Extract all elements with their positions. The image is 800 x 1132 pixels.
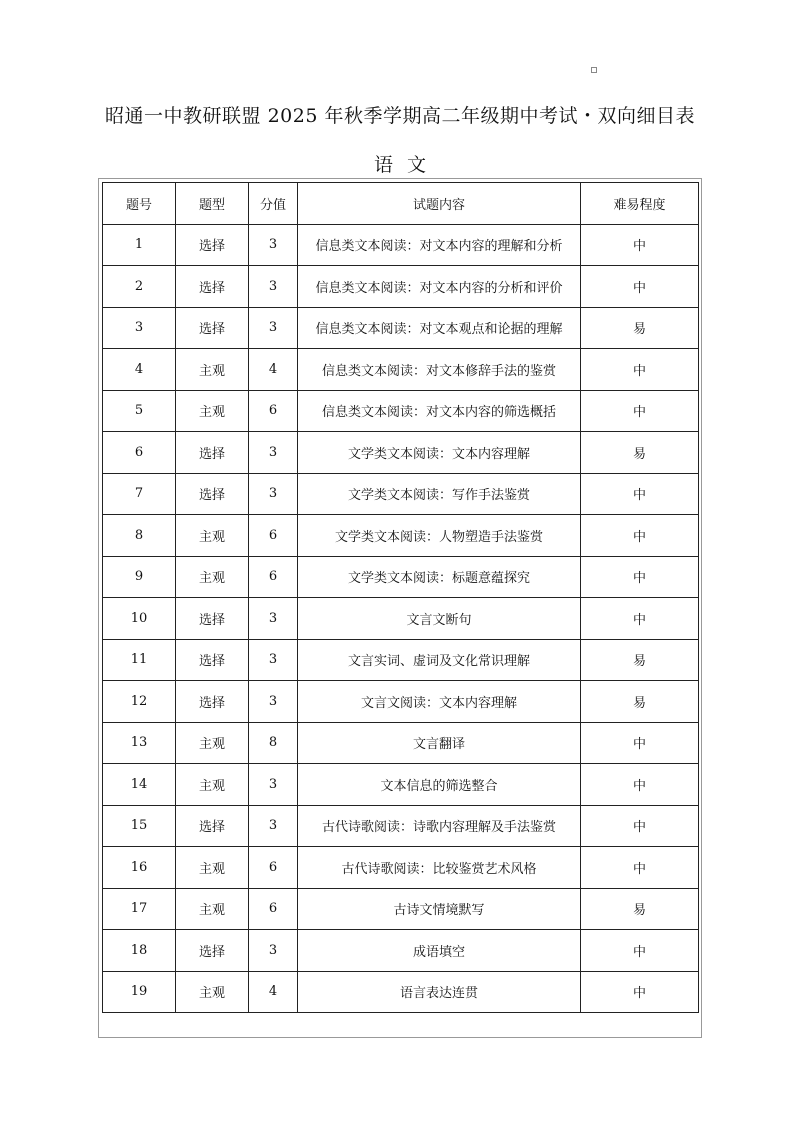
cell-content: 文言翻译 [298, 722, 581, 764]
cell-content: 文言实词、虚词及文化常识理解 [298, 639, 581, 681]
cell-score: 6 [249, 556, 298, 598]
cell-question-type: 主观 [176, 515, 249, 557]
table-row [103, 888, 699, 930]
cell-difficulty: 中 [581, 556, 699, 598]
cell-score: 3 [249, 598, 298, 640]
cell-score: 3 [249, 473, 298, 515]
cell-difficulty: 中 [581, 349, 699, 391]
cell-difficulty: 易 [581, 307, 699, 349]
cell-content: 文学类文本阅读：标题意蕴探究 [298, 556, 581, 598]
cell-question-number: 3 [103, 307, 176, 349]
cell-content: 古诗文情境默写 [298, 888, 581, 930]
table-row [103, 349, 699, 391]
cell-difficulty: 中 [581, 224, 699, 266]
cell-question-type: 选择 [176, 681, 249, 723]
cell-question-type: 选择 [176, 307, 249, 349]
cell-content: 古代诗歌阅读：诗歌内容理解及手法鉴赏 [298, 805, 581, 847]
cell-content: 信息类文本阅读：对文本修辞手法的鉴赏 [298, 349, 581, 391]
cell-question-type: 选择 [176, 432, 249, 474]
cell-question-number: 13 [103, 722, 176, 764]
cell-difficulty: 中 [581, 266, 699, 308]
cell-content: 成语填空 [298, 930, 581, 972]
spec-table-frame [98, 178, 702, 1038]
cell-question-type: 主观 [176, 349, 249, 391]
header-content: 试题内容 [298, 183, 581, 225]
cell-content: 文言文阅读：文本内容理解 [298, 681, 581, 723]
cell-score: 8 [249, 722, 298, 764]
cell-question-number: 8 [103, 515, 176, 557]
cell-content: 信息类文本阅读：对文本观点和论据的理解 [298, 307, 581, 349]
table-row [103, 971, 699, 1013]
cell-question-type: 主观 [176, 764, 249, 806]
cell-difficulty: 中 [581, 764, 699, 806]
cell-question-number: 5 [103, 390, 176, 432]
cell-question-number: 7 [103, 473, 176, 515]
cell-content: 信息类文本阅读：对文本内容的分析和评价 [298, 266, 581, 308]
cell-score: 4 [249, 971, 298, 1013]
cell-question-number: 9 [103, 556, 176, 598]
cell-difficulty: 中 [581, 473, 699, 515]
table-row [103, 224, 699, 266]
cell-question-number: 11 [103, 639, 176, 681]
cell-question-number: 16 [103, 847, 176, 889]
table-row [103, 473, 699, 515]
cell-difficulty: 中 [581, 805, 699, 847]
cell-difficulty: 中 [581, 847, 699, 889]
header-score: 分值 [249, 183, 298, 225]
page-corner-mark [591, 67, 597, 73]
cell-question-number: 14 [103, 764, 176, 806]
cell-question-type: 选择 [176, 473, 249, 515]
table-row [103, 266, 699, 308]
page-title: 昭通一中教研联盟 2025 年秋季学期高二年级期中考试・双向细目表 [105, 105, 695, 127]
cell-question-type: 选择 [176, 266, 249, 308]
cell-question-number: 19 [103, 971, 176, 1013]
cell-score: 6 [249, 888, 298, 930]
cell-difficulty: 易 [581, 432, 699, 474]
cell-difficulty: 中 [581, 598, 699, 640]
cell-question-number: 6 [103, 432, 176, 474]
cell-difficulty: 中 [581, 390, 699, 432]
cell-question-number: 10 [103, 598, 176, 640]
cell-difficulty: 中 [581, 930, 699, 972]
cell-question-type: 主观 [176, 888, 249, 930]
cell-score: 3 [249, 432, 298, 474]
cell-score: 3 [249, 681, 298, 723]
cell-score: 6 [249, 847, 298, 889]
header-question-type: 题型 [176, 183, 249, 225]
table-row [103, 847, 699, 889]
cell-question-type: 选择 [176, 930, 249, 972]
cell-content: 文学类文本阅读：文本内容理解 [298, 432, 581, 474]
cell-question-number: 17 [103, 888, 176, 930]
table-header-row [103, 183, 699, 225]
cell-content: 语言表达连贯 [298, 971, 581, 1013]
cell-score: 6 [249, 390, 298, 432]
cell-score: 3 [249, 805, 298, 847]
cell-score: 3 [249, 307, 298, 349]
table-row [103, 556, 699, 598]
table-row [103, 390, 699, 432]
cell-question-number: 12 [103, 681, 176, 723]
subject-title: 语文 [373, 154, 440, 176]
cell-question-number: 15 [103, 805, 176, 847]
table-row [103, 764, 699, 806]
cell-content: 文学类文本阅读：人物塑造手法鉴赏 [298, 515, 581, 557]
cell-question-type: 选择 [176, 598, 249, 640]
cell-question-type: 主观 [176, 847, 249, 889]
cell-content: 文言文断句 [298, 598, 581, 640]
table-row [103, 307, 699, 349]
cell-question-number: 18 [103, 930, 176, 972]
cell-content: 文学类文本阅读：写作手法鉴赏 [298, 473, 581, 515]
cell-score: 3 [249, 224, 298, 266]
header-question-number: 题号 [103, 183, 176, 225]
cell-score: 4 [249, 349, 298, 391]
cell-difficulty: 中 [581, 515, 699, 557]
cell-question-type: 选择 [176, 805, 249, 847]
cell-question-type: 选择 [176, 224, 249, 266]
table-row [103, 805, 699, 847]
cell-question-number: 2 [103, 266, 176, 308]
cell-question-type: 选择 [176, 639, 249, 681]
table-row [103, 432, 699, 474]
spec-table [102, 182, 699, 1013]
cell-question-type: 主观 [176, 556, 249, 598]
cell-difficulty: 中 [581, 971, 699, 1013]
header-difficulty: 难易程度 [581, 183, 699, 225]
cell-question-type: 主观 [176, 390, 249, 432]
cell-content: 信息类文本阅读：对文本内容的理解和分析 [298, 224, 581, 266]
cell-difficulty: 易 [581, 888, 699, 930]
cell-score: 6 [249, 515, 298, 557]
cell-question-type: 主观 [176, 971, 249, 1013]
cell-difficulty: 易 [581, 681, 699, 723]
cell-question-number: 1 [103, 224, 176, 266]
table-row [103, 681, 699, 723]
cell-score: 3 [249, 266, 298, 308]
cell-score: 3 [249, 639, 298, 681]
table-body [103, 224, 699, 1013]
table-row [103, 515, 699, 557]
table-row [103, 930, 699, 972]
cell-content: 文本信息的筛选整合 [298, 764, 581, 806]
cell-score: 3 [249, 764, 298, 806]
table-row [103, 598, 699, 640]
cell-difficulty: 易 [581, 639, 699, 681]
cell-difficulty: 中 [581, 722, 699, 764]
table-row [103, 639, 699, 681]
cell-content: 信息类文本阅读：对文本内容的筛选概括 [298, 390, 581, 432]
cell-question-type: 主观 [176, 722, 249, 764]
cell-score: 3 [249, 930, 298, 972]
table-row [103, 722, 699, 764]
cell-content: 古代诗歌阅读：比较鉴赏艺术风格 [298, 847, 581, 889]
cell-question-number: 4 [103, 349, 176, 391]
